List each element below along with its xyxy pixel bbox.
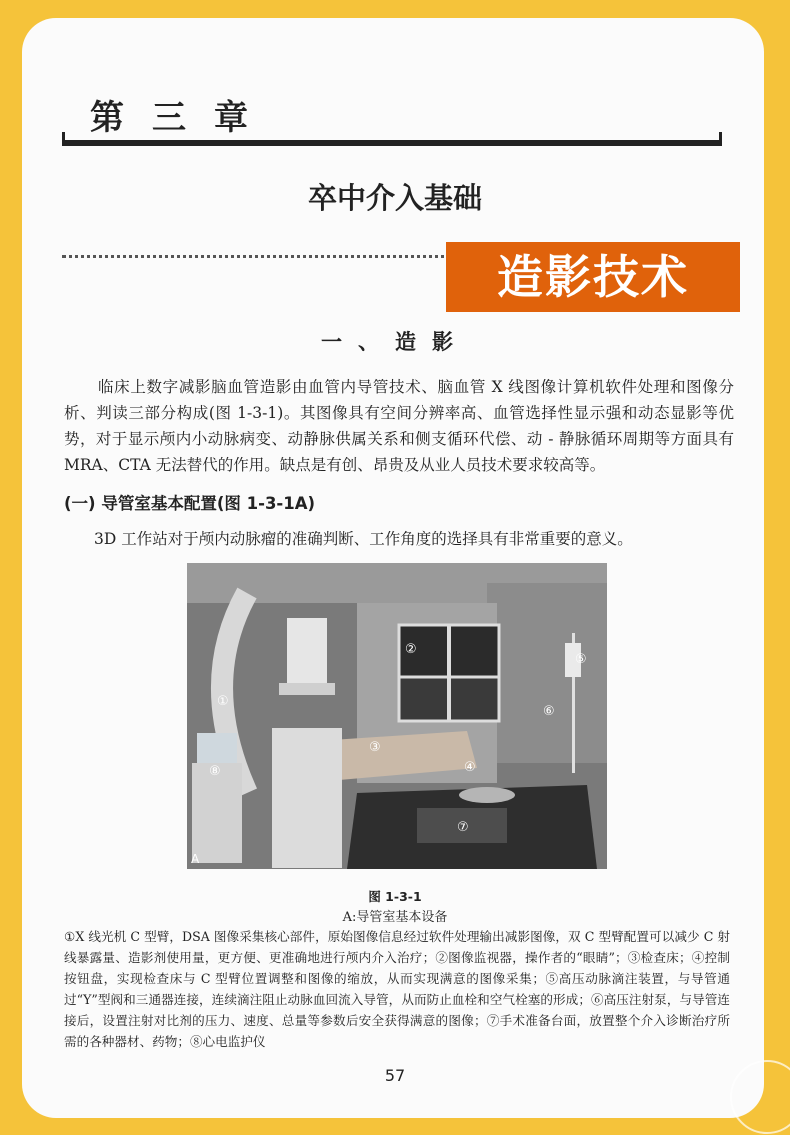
cath-lab-illustration [187, 563, 607, 869]
label-5: ⑤ [575, 652, 587, 667]
body-line: 3D 工作站对于颅内动脉瘤的准确判断、工作角度的选择具有非常重要的意义。 [94, 530, 633, 548]
intro-paragraph: 临床上数字减影脑血管造影由血管内导管技术、脑血管 X 线图像计算机软件处理和图像分析、判读三部分构成(图 1-3-1)。其图像具有空间分辨率高、血管选择性显示强和动态显影等优势，对于显示颅内小动脉病变、动静脉供属关系和侧支循环代偿、动 - 静脉循环周期等方面具有 MRA、CTA 无法替代的作用。缺点是有创、昂贵及从业人员技术要求较高等。 [64, 378, 734, 474]
section-heading: 一、造影 [321, 329, 469, 354]
label-6: ⑥ [543, 704, 555, 719]
page-number: 57 [384, 1066, 406, 1085]
dotted-divider [62, 255, 452, 258]
label-1: ① [217, 694, 229, 709]
panel-letter: A [191, 852, 200, 866]
chapter-rule [62, 140, 722, 146]
corner-badge [730, 1060, 790, 1134]
topic-banner: 造影技术 [446, 242, 740, 312]
figure-notes: ①X 线光机 C 型臂，DSA 图像采集核心部件，原始图像信息经过软件处理输出减影图像，双 C 型臂配置可以减少 C 射线暴露量、造影剂使用量，更方便、更准确地进行颅内介入治疗；②图像监视器，操作者的“眼睛”；③检查床；④控制按钮盘，实现检查床与 C 型臂位置调整和图像的缩放，从而实现满意的图像采集；⑤高压动脉滴注装置，与导管通过“Y”型阀和三通器连接，连续滴注阻止动脉血回流入导管，从而防止血栓和空气栓塞的形成；⑥高压注射泵，与导管连接后，设置注射对比剂的压力、速度、总量等参数后安全获得满意的图像；⑦手术准备台面，放置整个介入诊断治疗所需的各种器材、药物；⑧心电监护仪 [64, 929, 730, 1049]
figure-subtitle: A:导管室基本设备 [342, 910, 448, 925]
label-4: ④ [464, 760, 476, 775]
label-8: ⑧ [209, 764, 221, 779]
cath-lab-photo [187, 563, 607, 869]
subsection-heading: (一) 导管室基本配置(图 1-3-1A) [64, 494, 316, 513]
label-3: ③ [369, 740, 381, 755]
label-7: ⑦ [457, 820, 469, 835]
figure-number: 图 1-3-1 [368, 889, 422, 904]
label-2: ② [405, 642, 417, 657]
chapter-heading: 第三章 [90, 98, 276, 138]
chapter-title: 卒中介入基础 [307, 181, 482, 215]
